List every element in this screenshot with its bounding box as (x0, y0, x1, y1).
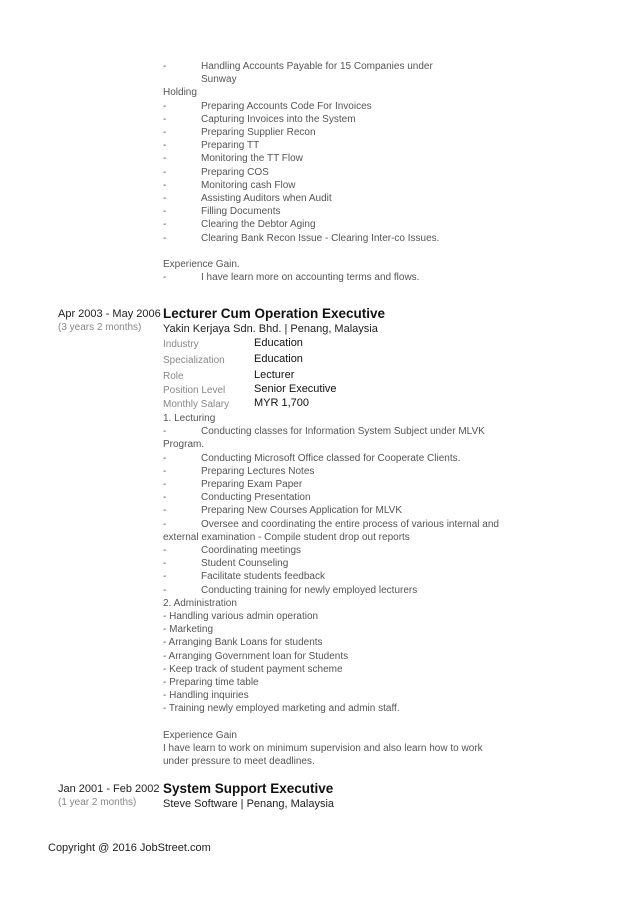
list-item: - Conducting training for newly employed lecturers (163, 584, 418, 596)
job-duration: (1 year 2 months) (58, 797, 137, 808)
list-item: - Preparing COS (163, 166, 269, 178)
company-location: Yakin Kerjaya Sdn. Bhd. | Penang, Malaysia (163, 323, 378, 335)
list-item: - Clearing the Debtor Aging (163, 219, 316, 231)
list-item: - Conducting Microsoft Office classed for Cooperate Clients. (163, 452, 461, 464)
list-item: - Marketing (163, 624, 214, 636)
list-item: - Handling various admin operation (163, 611, 319, 623)
list-item-continuation: Sunway (201, 74, 237, 86)
list-item: - Arranging Bank Loans for students (163, 637, 323, 649)
list-item: - Keep track of student payment scheme (163, 663, 343, 675)
admin-duty-list (163, 610, 603, 716)
section-heading-lecturing: 1. Lecturing (163, 413, 216, 424)
field-label-industry: Industry (163, 339, 199, 350)
list-item: - Preparing time table (163, 677, 259, 689)
list-item: - Preparing TT (163, 140, 260, 152)
job-title: Lecturer Cum Operation Executive (163, 306, 386, 321)
list-item: - Handling Accounts Payable for 15 Companies under (163, 61, 433, 72)
list-item: - Monitoring the TT Flow (163, 153, 303, 165)
list-item: - Oversee and coordinating the entire process of various internal and (163, 518, 499, 530)
list-item: - Handling inquiries (163, 690, 249, 702)
experience-gain-text: under pressure to meet deadlines. (163, 756, 315, 768)
list-item: - Conducting Presentation (163, 492, 311, 504)
field-label-specialization: Specialization (163, 355, 225, 366)
list-item: - Coordinating meetings (163, 545, 302, 557)
experience-gain-heading: Experience Gain. (163, 258, 240, 270)
experience-gain-heading: Experience Gain (163, 729, 237, 741)
list-item: - Capturing Invoices into the System (163, 113, 356, 125)
list-item: - Arranging Government loan for Students (163, 650, 349, 662)
list-item: - Conducting classes for Information System Subject under MLVK (163, 426, 485, 438)
job-date-range: Jan 2001 - Feb 2002 (58, 783, 160, 795)
field-label-monthly-salary: Monthly Salary (163, 399, 230, 410)
previous-job-description (163, 60, 603, 284)
list-item: - Monitoring cash Flow (163, 179, 296, 191)
list-item: - Training newly employed marketing and admin staff. (163, 703, 400, 715)
duty-list (163, 100, 603, 245)
field-value-monthly-salary: MYR 1,700 (254, 397, 310, 409)
job-duration: (3 years 2 months) (58, 322, 142, 333)
field-value-position-level: Senior Executive (254, 383, 337, 395)
list-item: - Preparing Supplier Recon (163, 127, 316, 139)
field-label-role: Role (163, 371, 184, 382)
list-item: - Facilitate students feedback (163, 571, 325, 583)
field-value-industry: Education (254, 337, 303, 349)
list-item-continuation: external examination - Compile student drop out reports (163, 531, 410, 543)
job-date-range: Apr 2003 - May 2006 (58, 308, 161, 320)
job-title: System Support Executive (163, 781, 334, 796)
list-item: - Filling Documents (163, 206, 281, 218)
list-item: - Preparing Accounts Code For Invoices (163, 100, 372, 112)
list-item: - Preparing Exam Paper (163, 479, 303, 491)
field-value-role: Lecturer (254, 369, 295, 381)
field-value-specialization: Education (254, 353, 303, 365)
list-item: - Preparing Lectures Notes (163, 465, 315, 477)
holding-text: Holding (163, 87, 197, 99)
list-item: - Clearing Bank Recon Issue - Clearing Inter-co Issues. (163, 232, 440, 244)
list-item: - I have learn more on accounting terms and flows. (163, 272, 420, 284)
job-description (163, 412, 603, 768)
company-location: Steve Software | Penang, Malaysia (163, 798, 335, 810)
lecturing-duty-list (163, 452, 603, 518)
list-item: - Assisting Auditors when Audit (163, 193, 332, 205)
list-item: - Student Counseling (163, 558, 289, 570)
lecturing-duty-list-2 (163, 544, 603, 597)
list-item-continuation: Program. (163, 439, 205, 451)
field-label-position-level: Position Level (163, 385, 226, 396)
section-heading-administration: 2. Administration (163, 597, 237, 609)
footer-copyright: Copyright @ 2016 JobStreet.com (48, 842, 211, 854)
list-item: - Preparing New Courses Application for MLVK (163, 505, 403, 517)
experience-gain-text: I have learn to work on minimum supervision and also learn how to work (163, 742, 483, 754)
